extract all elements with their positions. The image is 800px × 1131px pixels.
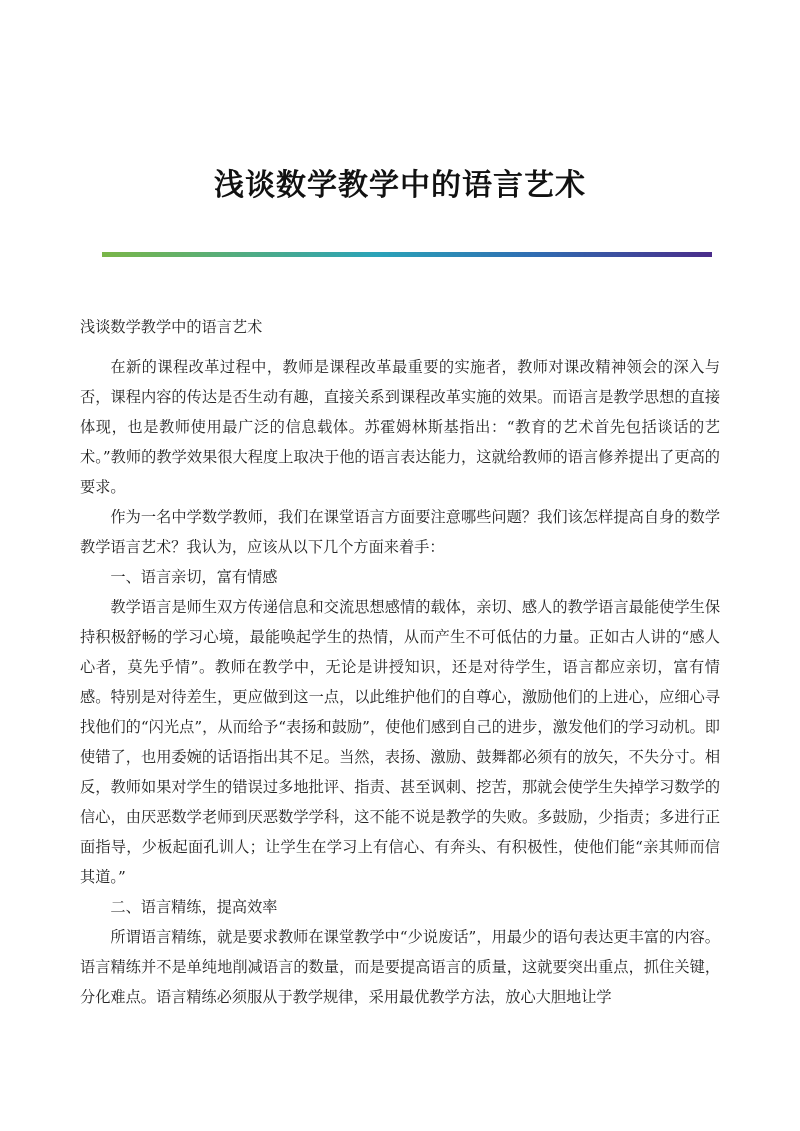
section-heading: 一、语言亲切，富有情感 — [110, 568, 278, 586]
title-divider — [102, 252, 712, 257]
document-title: 浅谈数学教学中的语言艺术 — [214, 168, 586, 203]
section-heading: 二、语言精练，提高效率 — [110, 898, 278, 916]
paragraph: 在新的课程改革过程中，教师是课程改革最重要的实施者，教师对课改精神领会的深入与否，课程内容的传达是否生动有趣，直接关系到课程改革实施的效果。而语言是教学思想的直接体现，也是教师使用最广泛的信息载体。苏霍姆林斯基指出：“教育的艺术首先包括谈话的艺术。”教师的教学效果很大程度上取决于他的语言表达能力，这就给教师的语言修养提出了更高的要求。 — [80, 358, 720, 496]
paragraph: 作为一名中学数学教师，我们在课堂语言方面要注意哪些问题？我们该怎样提高自身的数学教学语言艺术？我认为，应该从以下几个方面来着手： — [80, 508, 720, 556]
paragraph: 所谓语言精练，就是要求教师在课堂教学中“少说废话”，用最少的语句表达更丰富的内容。语言精练并不是单纯地削减语言的数量，而是要提高语言的质量，这就要突出重点，抓住关键，分化难点。语言精练必须服从于教学规律，采用最优教学方法，放心大胆地让学 — [80, 928, 720, 1006]
paragraph: 教学语言是师生双方传递信息和交流思想感情的载体，亲切、感人的教学语言最能使学生保持积极舒畅的学习心境，最能唤起学生的热情，从而产生不可低估的力量。正如古人讲的“感人心者，莫先乎情”。教师在教学中，无论是讲授知识，还是对待学生，语言都应亲切，富有情感。特别是对待差生，更应做到这一点，以此维护他们的自尊心，激励他们的上进心，应细心寻找他们的“闪光点”，从而给予“表扬和鼓励”，使他们感到自己的进步，激发他们的学习动机。即使错了，也用委婉的话语指出其不足。当然，表扬、激励、鼓舞都必须有的放矢，不失分寸。相反，教师如果对学生的错误过多地批评、指责、甚至讽刺、挖苦，那就会使学生失掉学习数学的信心，由厌恶数学老师到厌恶数学学科，这不能不说是教学的失败。多鼓励，少指责；多进行正面指导，少板起面孔训人；让学生在学习上有信心、有奔头、有积极性，使他们能“亲其师而信其道。” — [80, 598, 720, 886]
document-body — [80, 312, 720, 1012]
document-subtitle: 浅谈数学教学中的语言艺术 — [80, 318, 263, 336]
